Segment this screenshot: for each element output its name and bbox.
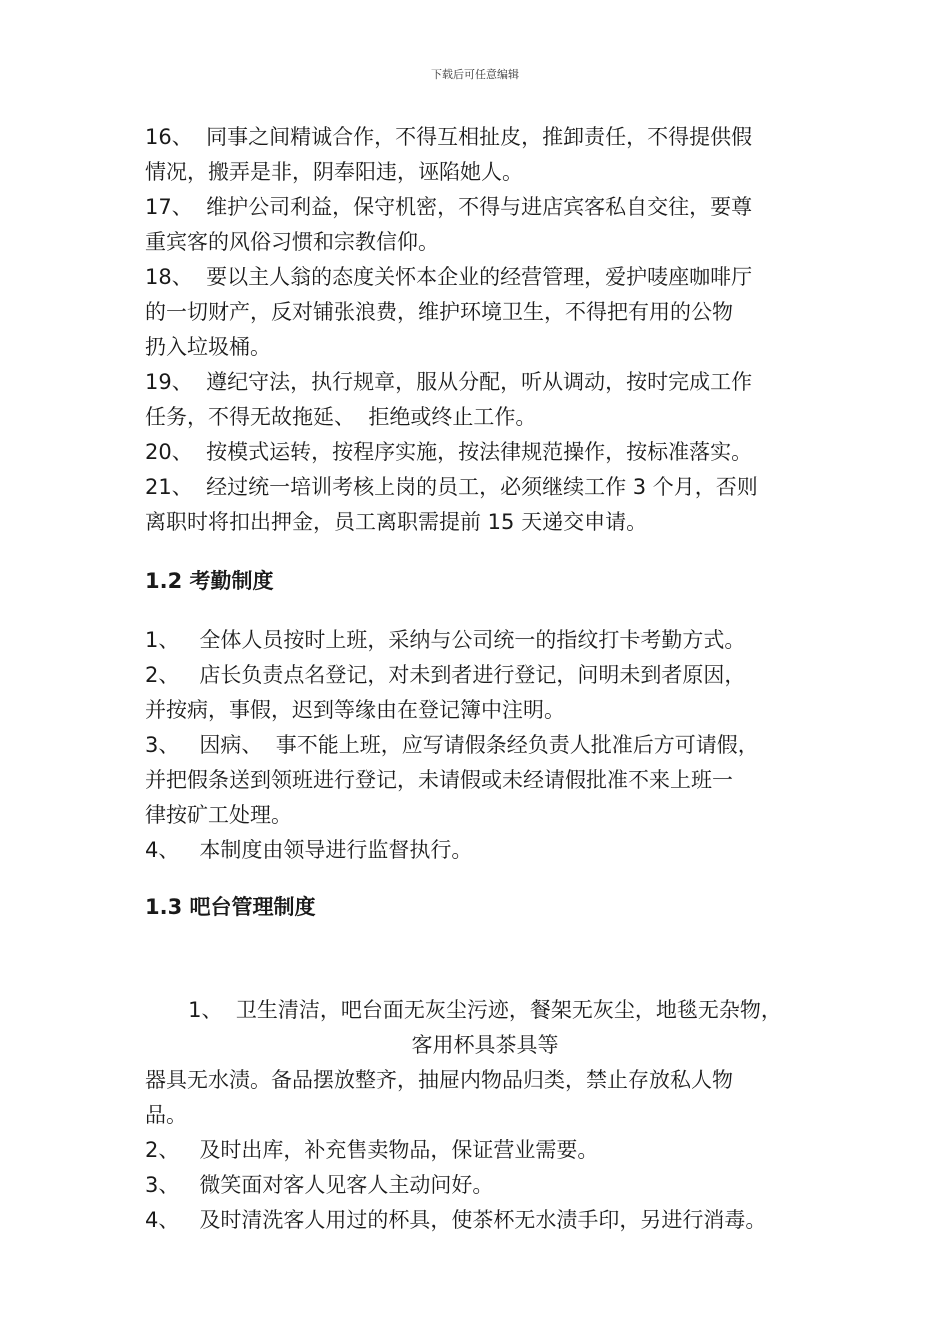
text-line: 品。	[145, 1103, 187, 1127]
bar-item-4	[145, 1203, 825, 1238]
text-line: 3、 微笑面对客人见客人主动问好。	[145, 1173, 494, 1197]
rule-21	[145, 470, 825, 540]
text-line: 1、 全体人员按时上班，采纳与公司统一的指纹打卡考勤方式。	[145, 628, 746, 652]
text-line: 并把假条送到领班进行登记，未请假或未经请假批准不来上班一	[145, 768, 733, 792]
attendance-item-2	[145, 658, 825, 728]
rule-16	[145, 120, 825, 190]
section-heading-1-2: 1.2 考勤制度	[145, 569, 274, 593]
text-line: 律按矿工处理。	[145, 803, 292, 827]
text-line: 21、 经过统一培训考核上岗的员工，必须继续工作 3 个月，否则	[145, 475, 758, 499]
text-line: 扔入垃圾桶。	[145, 335, 271, 359]
rule-20	[145, 435, 825, 470]
text-line: 20、 按模式运转，按程序实施，按法律规范操作，按标准落实。	[145, 440, 753, 464]
text-line: 2、 及时出库，补充售卖物品，保证营业需要。	[145, 1138, 599, 1162]
attendance-item-3	[145, 728, 825, 833]
rule-18	[145, 260, 825, 365]
attendance-item-4	[145, 833, 825, 868]
text-line: 离职时将扣出押金，员工离职需提前 15 天递交申请。	[145, 510, 648, 534]
text-line: 19、 遵纪守法，执行规章，服从分配，听从调动，按时完成工作	[145, 370, 753, 394]
text-line: 3、 因病、 事不能上班，应写请假条经负责人批准后方可请假，	[145, 733, 759, 757]
section-attendance	[145, 623, 825, 868]
section-intro	[145, 120, 825, 540]
rule-17	[145, 190, 825, 260]
text-line: 17、 维护公司利益，保守机密，不得与进店宾客私自交往，要尊	[145, 195, 753, 219]
bar-item-3	[145, 1168, 825, 1203]
text-line: 的一切财产，反对铺张浪费，维护环境卫生，不得把有用的公物	[145, 300, 733, 324]
text-line: 情况，搬弄是非，阴奉阳违，诬陷她人。	[145, 160, 523, 184]
rule-19	[145, 365, 825, 435]
document-body	[145, 120, 825, 1238]
section-bar-management	[145, 993, 825, 1238]
text-line: 并按病，事假，迟到等缘由在登记簿中注明。	[145, 698, 565, 722]
text-line: 器具无水渍。备品摆放整齐，抽屉内物品归类，禁止存放私人物	[145, 1068, 733, 1092]
text-line: 4、 本制度由领导进行监督执行。	[145, 838, 473, 862]
section-spacer	[145, 925, 825, 993]
bar-item-2	[145, 1133, 825, 1168]
text-line: 2、 店长负责点名登记，对未到者进行登记，问明未到者原因，	[145, 663, 746, 687]
section-heading-1-3: 1.3 吧台管理制度	[145, 895, 316, 919]
text-line: 1、 卫生清洁，吧台面无灰尘污迹，餐架无灰尘，地毯无杂物，	[188, 998, 782, 1022]
text-line: 任务，不得无故拖延、 拒绝或终止工作。	[145, 405, 537, 429]
text-line: 重宾客的风俗习惯和宗教信仰。	[145, 230, 439, 254]
attendance-item-1	[145, 623, 825, 658]
bar-item-1	[145, 993, 825, 1133]
text-line: 客用杯具茶具等	[411, 1033, 559, 1057]
text-line: 16、 同事之间精诚合作，不得互相扯皮，推卸责任，不得提供假	[145, 125, 753, 149]
page-header: 下载后可任意编辑	[431, 68, 519, 81]
text-line: 4、 及时清洗客人用过的杯具，使茶杯无水渍手印，另进行消毒。	[145, 1208, 767, 1232]
text-line: 18、 要以主人翁的态度关怀本企业的经营管理，爱护唛座咖啡厅	[145, 265, 753, 289]
